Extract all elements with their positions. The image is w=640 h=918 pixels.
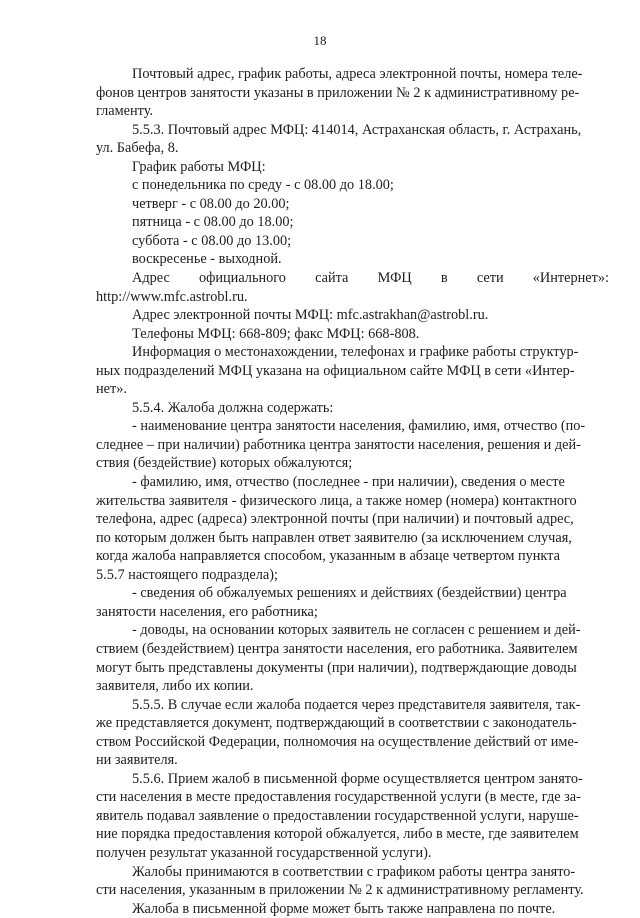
text-line: ул. Бабефа, 8. <box>96 140 179 157</box>
text-line: ствием (бездействием) центра занятости населения, его работника. Заявителем <box>96 640 578 657</box>
text-line: ние порядка предоставления которой обжалуется, либо в месте, где заявителем <box>96 826 579 843</box>
text-line: получен результат указанной государственной услуги). <box>96 844 432 861</box>
text-line: Жалобы принимаются в соответствии с графиком работы центра занято- <box>132 863 576 880</box>
text-line: Информация о местонахождении, телефонах и графике работы структур- <box>132 344 579 361</box>
page-number: 18 <box>313 33 327 48</box>
text-line: с понедельника по среду - с 08.00 до 18.00; <box>132 177 394 194</box>
text-line: ством Российской Федерации, полномочия на осуществление действий от име- <box>96 733 579 750</box>
text-line: заявителя, либо их копии. <box>96 678 254 695</box>
text-line: График работы МФЦ: <box>132 158 266 175</box>
text-line: ных подразделений МФЦ указана на официальном сайте МФЦ в сети «Интер- <box>96 362 575 379</box>
text-line: - сведения об обжалуемых решениях и действиях (бездействии) центра <box>132 585 567 602</box>
text-line: следнее – при наличии) работника центра занятости населения, решения и дей- <box>96 436 581 453</box>
text-word: МФЦ <box>377 270 412 287</box>
text-word: в <box>440 270 448 287</box>
text-line: занятости населения, его работника; <box>96 603 318 620</box>
text-word: сети <box>476 270 504 287</box>
text-line: Телефоны МФЦ: 668-809; факс МФЦ: 668-808. <box>132 325 420 342</box>
text-line: Адрес электронной почты МФЦ: mfc.astrakhan@astrobl.ru. <box>132 307 489 324</box>
text-line: 5.5.5. В случае если жалоба подается через представителя заявителя, так- <box>132 696 581 713</box>
text-line: сти населения в месте предоставления государственной услуги (в месте, где за- <box>96 789 581 806</box>
text-line: нет». <box>96 381 127 398</box>
text-line: 5.5.3. Почтовый адрес МФЦ: 414014, Астраханская область, г. Астрахань, <box>132 121 582 138</box>
text-line: телефона, адрес (адреса) электронной почты (при наличии) и почтовый адрес, <box>96 511 574 528</box>
text-word: «Интернет»: <box>532 270 609 287</box>
text-line: когда жалоба направляется способом, указанным в абзаце четвертом пункта <box>96 548 560 565</box>
text-line: 5.5.4. Жалоба должна содержать: <box>132 399 334 416</box>
text-line: сти населения, указанным в приложении № 2 к административному регламенту. <box>96 882 584 899</box>
text-line: http://www.mfc.astrobl.ru. <box>96 288 248 305</box>
text-line: по которым должен быть направлен ответ заявителю (за исключением случая, <box>96 529 572 546</box>
text-word: официального <box>198 270 286 287</box>
text-line: жительства заявителя - физического лица, а также номер (номера) контактного <box>96 492 577 509</box>
text-line: Почтовый адрес, график работы, адреса электронной почты, номера теле- <box>132 66 583 82</box>
text-line: 5.5.7 настоящего подраздела); <box>96 566 278 583</box>
text-word: сайта <box>315 270 349 287</box>
text-line: - фамилию, имя, отчество (последнее - при наличии), сведения о месте <box>132 474 565 491</box>
text-line <box>96 269 609 288</box>
text-line: - доводы, на основании которых заявитель не согласен с решением и дей- <box>132 622 581 639</box>
text-line: пятница - с 08.00 до 18.00; <box>132 214 294 231</box>
text-line: гламенту. <box>96 103 154 120</box>
text-line: Жалоба в письменной форме может быть также направлена по почте. <box>132 900 556 917</box>
text-line: воскресенье - выходной. <box>132 251 282 268</box>
text-line: ствия (бездействие) которых обжалуются; <box>96 455 353 472</box>
text-line: суббота - с 08.00 до 13.00; <box>132 232 292 249</box>
text-line: четверг - с 08.00 до 20.00; <box>132 195 290 212</box>
text-word: Адрес <box>132 270 170 287</box>
text-line: фонов центров занятости указаны в приложении № 2 к административному ре- <box>96 84 580 101</box>
text-line: ни заявителя. <box>96 752 178 769</box>
text-line: - наименование центра занятости населения, фамилию, имя, отчество (по- <box>132 418 586 435</box>
text-line: же представляется документ, подтверждающий в соответствии с законодатель- <box>96 715 577 732</box>
text-line: 5.5.6. Прием жалоб в письменной форме осуществляется центром занято- <box>132 770 583 787</box>
document-body <box>96 65 609 918</box>
text-line: могут быть представлены документы (при наличии), подтверждающие доводы <box>96 659 577 676</box>
text-line: явитель подавал заявление о предоставлении государственной услуги, наруше- <box>96 807 579 824</box>
